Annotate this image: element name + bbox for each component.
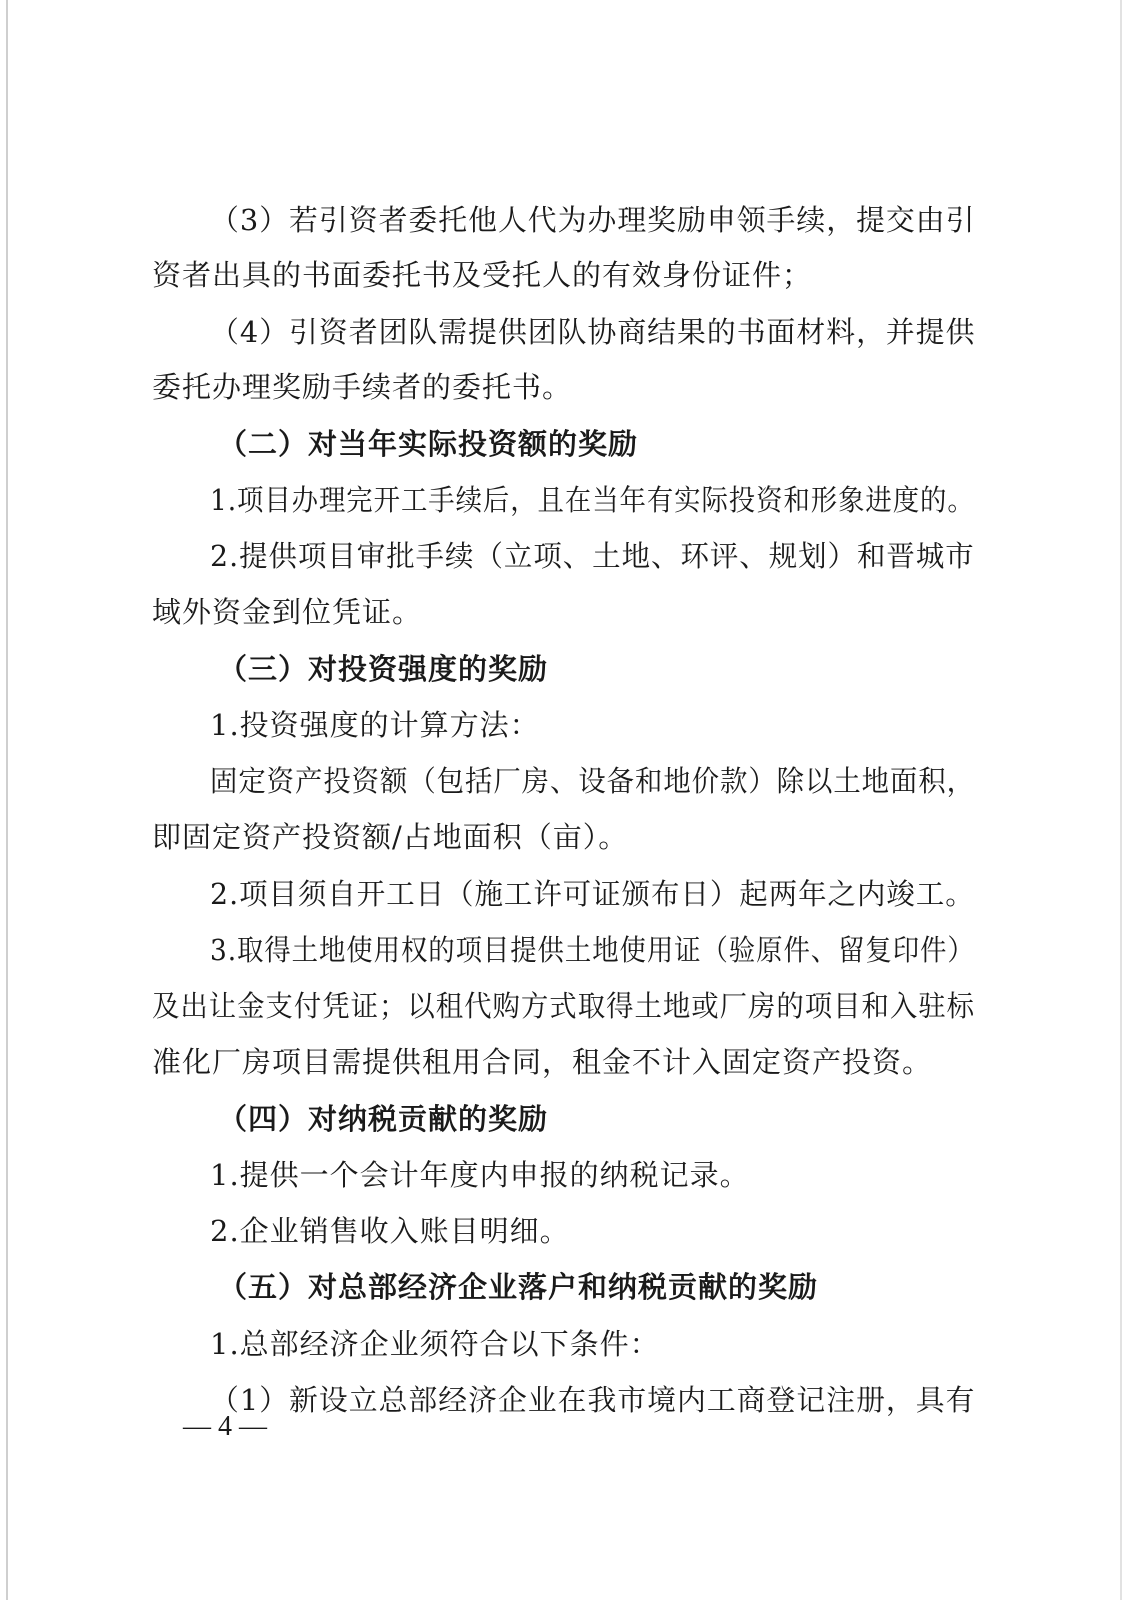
section-heading: （五）对总部经济企业落户和纳税贡献的奖励 (218, 1270, 819, 1304)
paragraph-line: 2.提供项目审批手续（立项、土地、环评、规划）和晋城市 (210, 539, 975, 573)
page-number: — 4 — (183, 1411, 267, 1442)
paragraph-line: 准化厂房项目需提供租用合同，租金不计入固定资产投资。 (152, 1045, 933, 1079)
paragraph-line: 委托办理奖励手续者的委托书。 (152, 370, 573, 404)
paragraph-line: 资者出具的书面委托书及受托人的有效身份证件； (152, 258, 813, 292)
paragraph-line: 2.项目须自开工日（施工许可证颁布日）起两年之内竣工。 (210, 877, 975, 911)
section-heading: （四）对纳税贡献的奖励 (218, 1102, 549, 1136)
paragraph-line: （1）新设立总部经济企业在我市境内工商登记注册，具有 (210, 1383, 976, 1417)
scan-edge-left (6, 0, 8, 1600)
paragraph-line: 2.企业销售收入账目明细。 (210, 1214, 570, 1248)
scan-edge-right (1120, 0, 1122, 1600)
section-heading: （三）对投资强度的奖励 (218, 652, 549, 686)
paragraph-line: 及出让金支付凭证；以租代购方式取得土地或厂房的项目和入驻标 (152, 989, 976, 1023)
paragraph-line: 1.总部经济企业须符合以下条件： (210, 1327, 660, 1361)
paragraph-line: 1.提供一个会计年度内申报的纳税记录。 (210, 1158, 750, 1192)
paragraph-line: 1.投资强度的计算方法： (210, 708, 540, 742)
paragraph-line: 即固定资产投资额/占地面积（亩）。 (152, 820, 629, 854)
paragraph-line: 3.取得土地使用权的项目提供土地使用证（验原件、留复印件） (210, 933, 975, 967)
paragraph-line: 1.项目办理完开工手续后，且在当年有实际投资和形象进度的。 (210, 483, 975, 517)
paragraph-line: 固定资产投资额（包括厂房、设备和地价款）除以土地面积， (210, 764, 976, 798)
paragraph-line: 域外资金到位凭证。 (152, 595, 423, 629)
section-heading: （二）对当年实际投资额的奖励 (218, 427, 639, 461)
paragraph-line: （3）若引资者委托他人代为办理奖励申领手续，提交由引 (210, 203, 976, 237)
paragraph-line: （4）引资者团队需提供团队协商结果的书面材料，并提供 (210, 315, 976, 349)
